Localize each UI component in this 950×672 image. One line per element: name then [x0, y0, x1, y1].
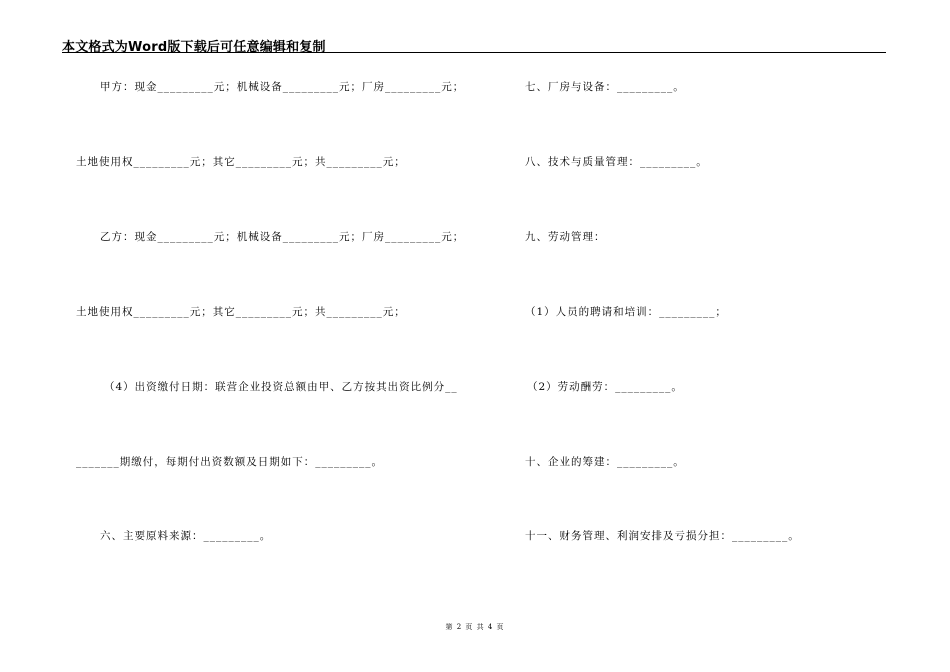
payment-date-line-1: （4）出资缴付日期：联营企业投资总额由甲、乙方按其出资比例分__ — [104, 381, 458, 393]
tech-quality-line: 八、技术与质量管理：_________。 — [525, 156, 708, 168]
header-title: 本文格式为Word版下载后可任意编辑和复制 — [62, 40, 326, 55]
labor-compensation-line: （2）劳动酬劳：_________。 — [527, 381, 683, 393]
payment-date-line-2: _______期缴付，每期付出资数额及日期如下：_________。 — [76, 456, 383, 468]
page-header — [62, 34, 886, 53]
hiring-training-line: （1）人员的聘请和培训：_________； — [525, 306, 727, 318]
party-b-contribution-line-2: 土地使用权_________元；其它_________元；共_________元； — [76, 306, 406, 318]
party-a-contribution-line-2: 土地使用权_________元；其它_________元；共_________元； — [76, 156, 406, 168]
enterprise-preparation-line: 十、企业的筹建：_________。 — [525, 456, 685, 468]
labor-management-heading: 九、劳动管理： — [525, 231, 606, 243]
finance-profit-loss-line: 十一、财务管理、利润安排及亏损分担：_________。 — [525, 530, 800, 542]
plant-equipment-line: 七、厂房与设备：_________。 — [525, 81, 685, 93]
page-number: 第 2 页 共 4 页 — [445, 623, 505, 631]
raw-material-source-line: 六、主要原料来源：_________。 — [100, 530, 272, 542]
party-b-contribution-line-1: 乙方：现金_________元；机械设备_________元；厂房_________元； — [100, 231, 465, 243]
party-a-contribution-line-1: 甲方：现金_________元；机械设备_________元；厂房_________元； — [100, 81, 465, 93]
